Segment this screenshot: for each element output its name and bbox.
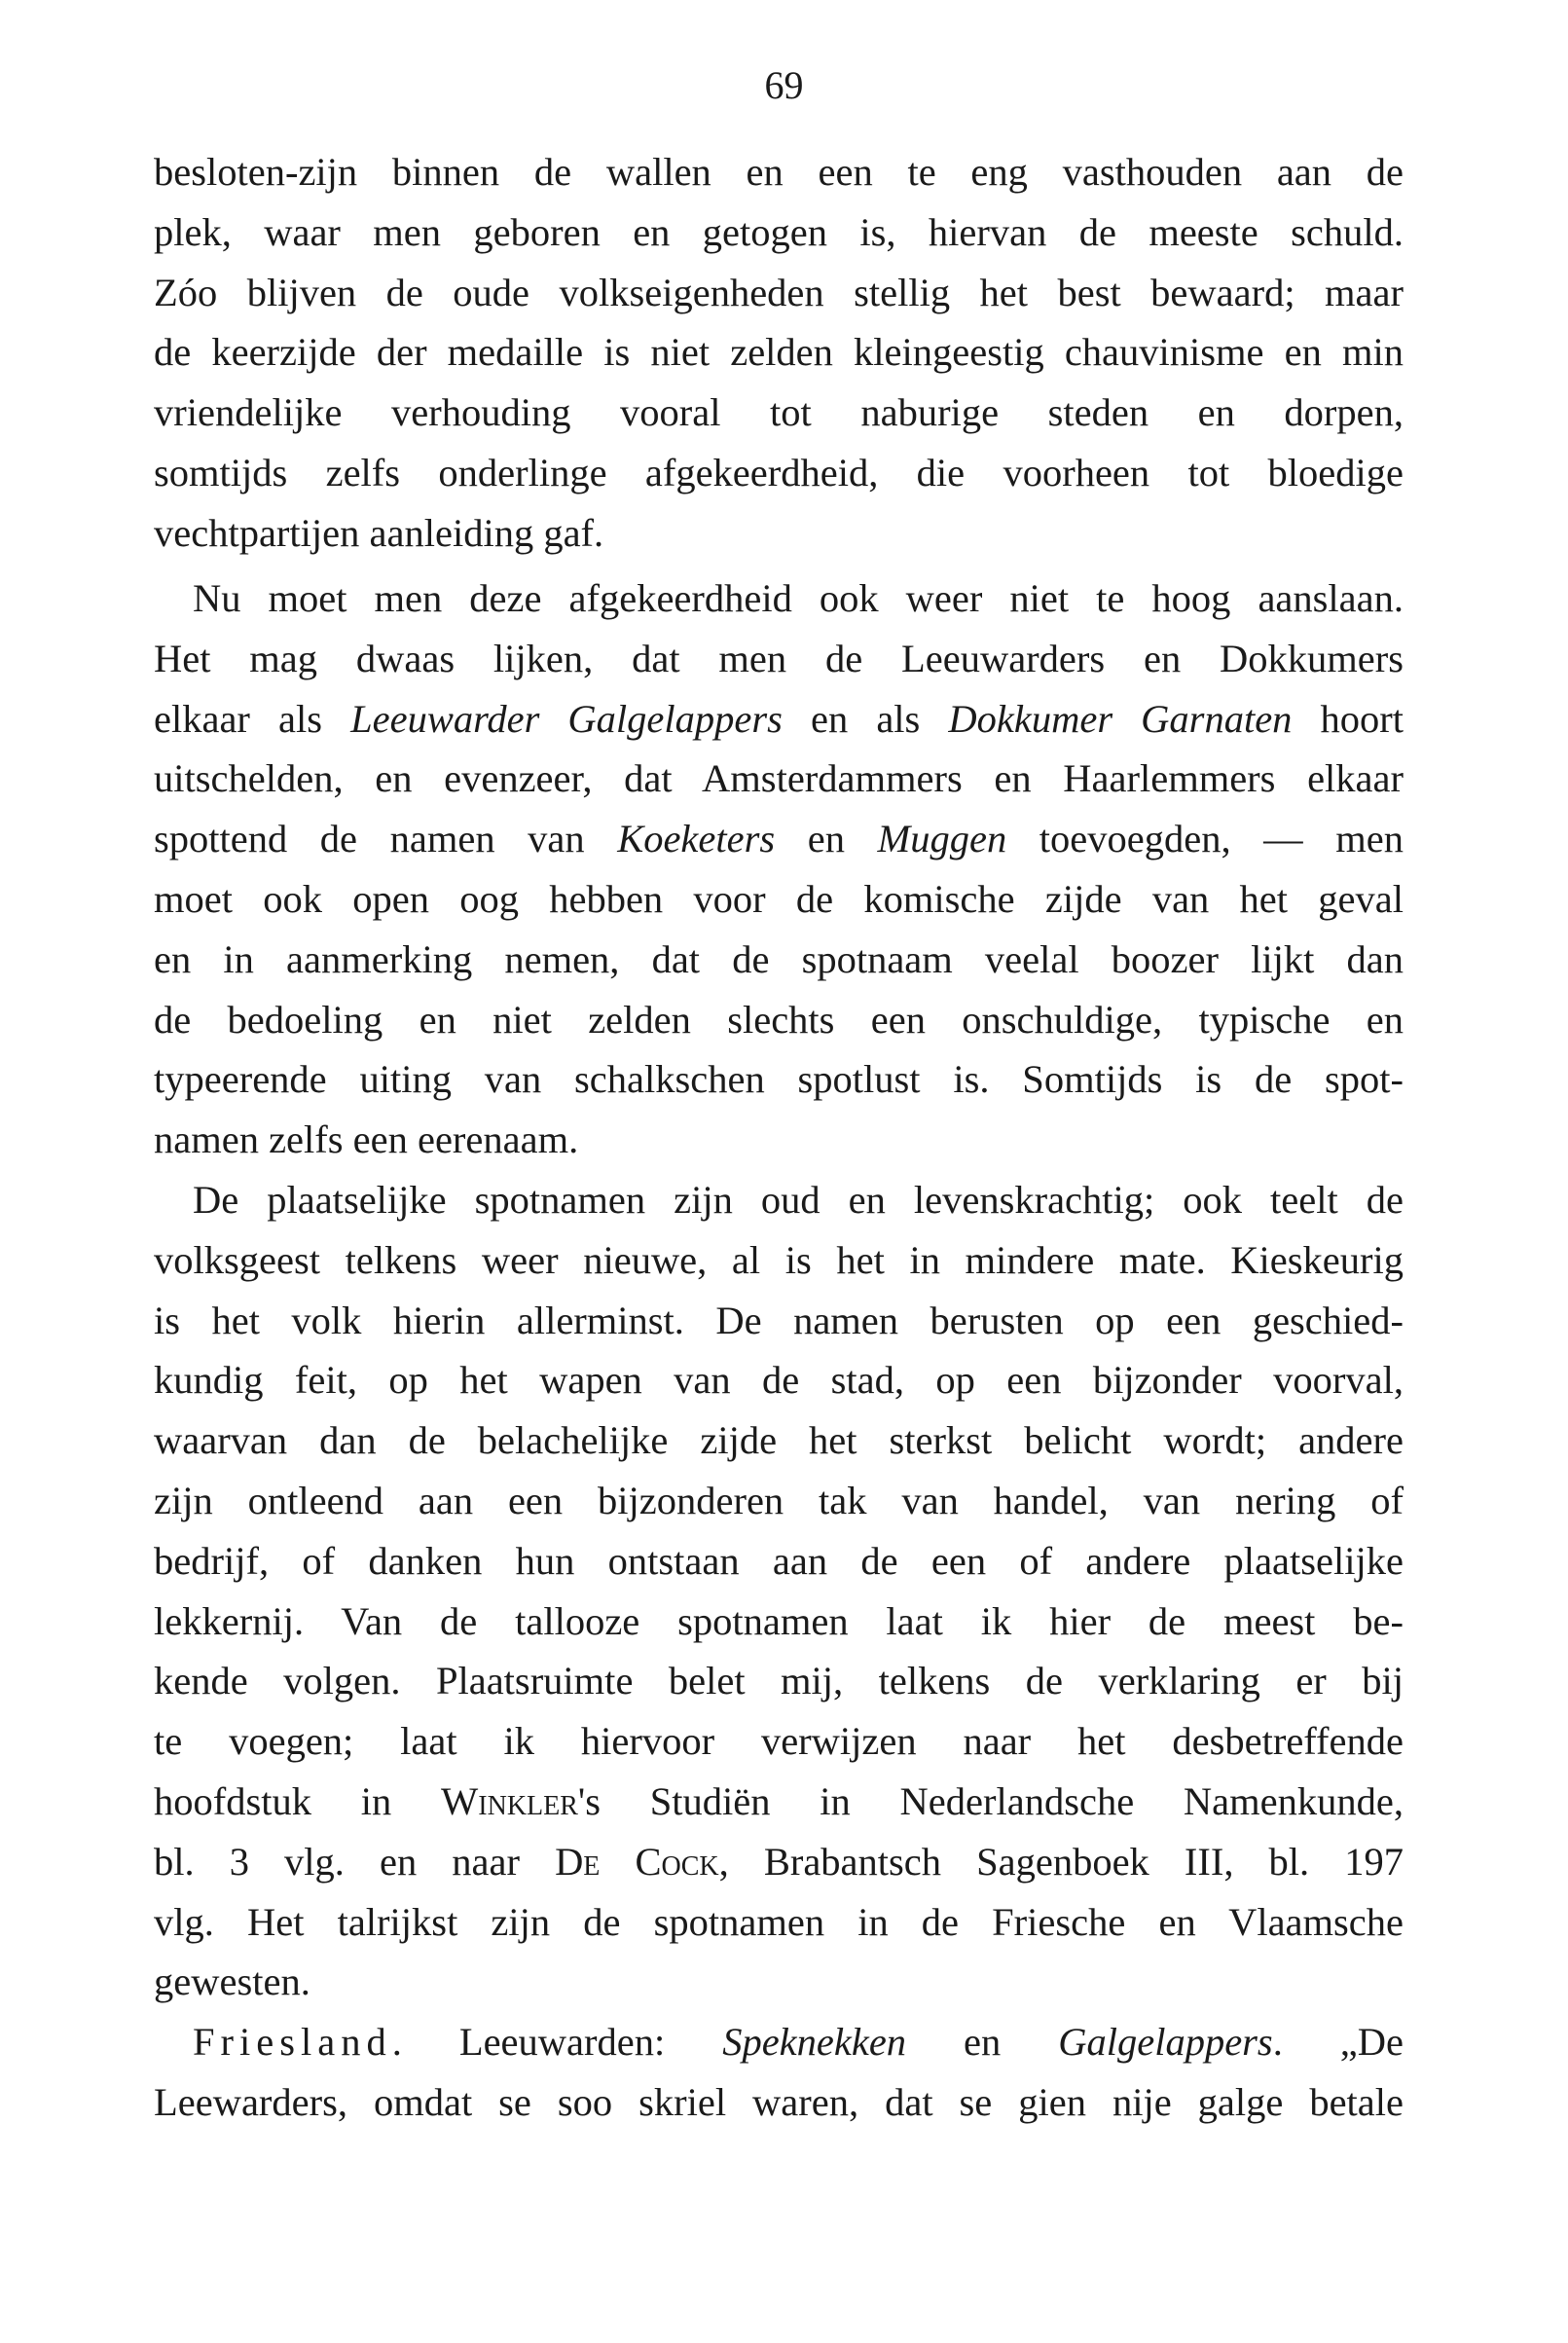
text-line (154, 1772, 1404, 1832)
text-span: . Leeuwarden: (391, 2020, 723, 2064)
text-line: de keerzijde der medaille is niet zelden kleingeestig chauvinisme en min (154, 330, 1404, 375)
text-span: toevoegden, — men (1006, 817, 1404, 861)
text-span: en als (782, 696, 949, 741)
text-line: kundig feit, op het wapen van de stad, op een bijzonder voorval, (154, 1358, 1404, 1403)
italic-spotnaam: Dokkumer Garnaten (948, 696, 1293, 741)
text-span: elkaar als (154, 696, 351, 741)
text-span: hoort (1292, 696, 1404, 741)
text-line: en in aanmerking nemen, dat de spotnaam veelal boozer lijkt dan (154, 936, 1404, 981)
text-line: besloten-zijn binnen de wallen en een te eng vasthouden aan de (154, 150, 1404, 194)
italic-spotnaam: Leeuwarder Galgelappers (350, 696, 783, 741)
text-line: kende volgen. Plaatsruimte belet mij, telkens de verklaring er bij (154, 1659, 1404, 1703)
text-line (154, 809, 1404, 869)
region-heading: Friesland (193, 2020, 392, 2064)
italic-spotnaam: Speknekken (722, 2020, 907, 2064)
text-line: waarvan dan de belachelijke zijde het sterkst belicht wordt; andere (154, 1418, 1404, 1463)
paragraph-4 (154, 2012, 1404, 2133)
text-line: is het volk hierin allerminst. De namen berusten op een geschied- (154, 1298, 1404, 1342)
paragraph-2 (154, 568, 1404, 1170)
italic-spotnaam: Galgelappers (1058, 2020, 1273, 2064)
text-line: somtijds zelfs onderlinge afgekeerdheid, die voorheen tot bloedige (154, 450, 1404, 494)
text-line: typeerende uiting van schalkschen spotlust is. Somtijds is de spot- (154, 1057, 1404, 1102)
text-line: Leewarders, omdat se soo skriel waren, dat se gien nije galge betale (154, 2079, 1404, 2124)
text-line: vlg. Het talrijkst zijn de spotnamen in de Friesche en Vlaamsche (154, 1899, 1404, 1944)
text-line: gewesten. (154, 1959, 310, 2004)
text-span: en (775, 817, 878, 861)
italic-spotnaam: Koeketers (617, 817, 776, 861)
text-line: De plaatselijke spotnamen zijn oud en levenskrachtig; ook teelt de (193, 1178, 1404, 1222)
text-line: vriendelijke verhouding vooral tot naburige steden en dorpen, (154, 390, 1404, 435)
text-line: lekkernij. Van de tallooze spotnamen laat ik hier de meest be- (154, 1598, 1404, 1643)
text-line: de bedoeling en niet zelden slechts een onschuldige, typische en (154, 997, 1404, 1042)
text-line: uitschelden, en evenzeer, dat Amsterdammers en Haarlemmers elkaar (154, 756, 1404, 801)
text-line (154, 2012, 1404, 2072)
text-line: plek, waar men geboren en getogen is, hiervan de meeste schuld. (154, 209, 1404, 254)
italic-spotnaam: Muggen (877, 817, 1007, 861)
author-name-smallcaps: De Cock (555, 1839, 719, 1884)
text-line: volksgeest telkens weer nieuwe, al is het in mindere mate. Kieskeurig (154, 1237, 1404, 1282)
text-line: zijn ontleend aan een bijzonderen tak van handel, van nering of (154, 1478, 1404, 1522)
text-line: Nu moet men deze afgekeerdheid ook weer niet te hoog aanslaan. (193, 576, 1404, 620)
text-line: te voegen; laat ik hiervoor verwijzen naar het desbetreffende (154, 1719, 1404, 1764)
text-line: bedrijf, of danken hun ontstaan aan de een of andere plaatselijke (154, 1538, 1404, 1583)
text-span: , Brabantsch Sagenboek III, bl. 197 (718, 1839, 1404, 1884)
text-line (154, 1832, 1404, 1892)
text-line: Het mag dwaas lijken, dat men de Leeuwarders en Dokkumers (154, 636, 1404, 680)
text-line: vechtpartijen aanleiding gaf. (154, 510, 604, 555)
text-line: namen zelfs een eerenaam. (154, 1117, 579, 1162)
author-name-smallcaps: Winkler (441, 1778, 578, 1823)
paragraph-3 (154, 1170, 1404, 2012)
text-span: spottend de namen van (154, 817, 618, 861)
text-line: Zóo blijven de oude volkseigenheden stellig het best bewaard; maar (154, 270, 1404, 314)
text-span: 's Studiën in Nederlandsche Namenkunde, (577, 1778, 1404, 1823)
text-span: hoofdstuk in (154, 1778, 442, 1823)
page-number: 69 (764, 63, 804, 107)
paragraph-1 (154, 142, 1404, 564)
text-span: en (906, 2020, 1059, 2064)
text-line: moet ook open oog hebben voor de komische zijde van het geval (154, 876, 1404, 921)
text-span: . „De (1272, 2020, 1404, 2064)
text-span: bl. 3 vlg. en naar (154, 1839, 556, 1884)
text-line (154, 689, 1404, 750)
